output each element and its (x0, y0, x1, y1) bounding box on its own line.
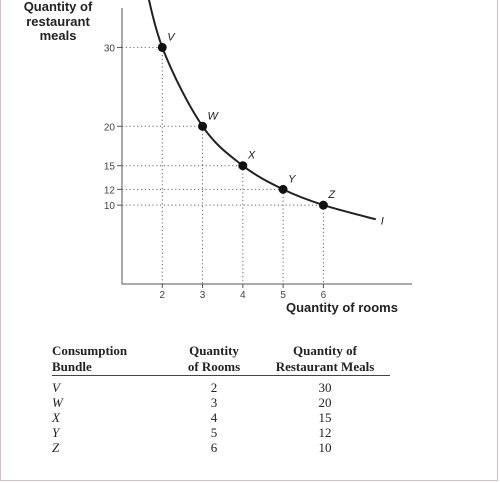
header-line: of Rooms (187, 359, 241, 374)
y-tick-label: 30 (103, 43, 115, 55)
table-row (52, 376, 390, 396)
header-line: Bundle (52, 359, 92, 374)
header-line: Quantity of (293, 343, 357, 358)
y-tick-label: 20 (103, 122, 115, 134)
y-tick-label: 10 (103, 201, 115, 213)
point-label: Y (288, 173, 296, 186)
rooms-cell: 6 (210, 440, 218, 455)
consumption-bundle-table (52, 343, 390, 455)
rooms-cell: 4 (210, 410, 218, 425)
y-axis-label-line: Quantity of (23, 0, 93, 14)
meals-cell: 10 (318, 440, 332, 455)
meals-cell: 20 (318, 395, 332, 410)
meals-cell: 12 (318, 425, 332, 440)
indifference-curve (142, 0, 376, 219)
bundle-cell: X (52, 410, 60, 425)
column-header-bundle (52, 343, 168, 376)
column-header-rooms (168, 343, 260, 376)
table-row (52, 425, 390, 440)
x-tick-label: 6 (320, 290, 327, 300)
data-point (279, 185, 288, 194)
bundle-cell: V (52, 380, 60, 395)
table-row (52, 395, 390, 410)
bundle-cell: W (52, 395, 63, 410)
point-label: X (247, 149, 256, 162)
x-tick-label: 4 (240, 290, 246, 300)
column-header-meals (260, 343, 390, 376)
y-tick-label: 12 (103, 185, 115, 197)
point-label: V (167, 31, 175, 44)
table-header-row (52, 343, 390, 376)
data-point (158, 43, 167, 52)
y-tick-label: 15 (103, 161, 115, 173)
rooms-cell: 2 (210, 380, 218, 395)
bundle-cell: Y (52, 425, 60, 440)
rooms-cell: 5 (210, 425, 218, 440)
point-label: Z (328, 189, 336, 202)
data-point (238, 161, 247, 170)
x-axis-label: Quantity of rooms (286, 300, 398, 315)
x-tick-label: 3 (199, 290, 206, 300)
table-row (52, 440, 390, 455)
x-tick-label: 5 (280, 290, 286, 300)
rooms-cell: 3 (210, 395, 218, 410)
meals-cell: 15 (318, 410, 332, 425)
point-label: W (207, 110, 218, 123)
header-line: Restaurant Meals (275, 359, 375, 374)
table-row (52, 410, 390, 425)
header-line: Quantity (189, 343, 239, 358)
y-axis-label-line: restaurant (26, 13, 90, 29)
bundle-cell: Z (52, 440, 60, 455)
y-axis-label-line: meals (39, 28, 77, 43)
curve-label: I (380, 215, 384, 228)
x-tick-label: 2 (159, 290, 166, 300)
data-point (319, 201, 328, 210)
header-line: Consumption (52, 343, 128, 358)
data-point (198, 122, 207, 131)
meals-cell: 30 (318, 380, 332, 395)
